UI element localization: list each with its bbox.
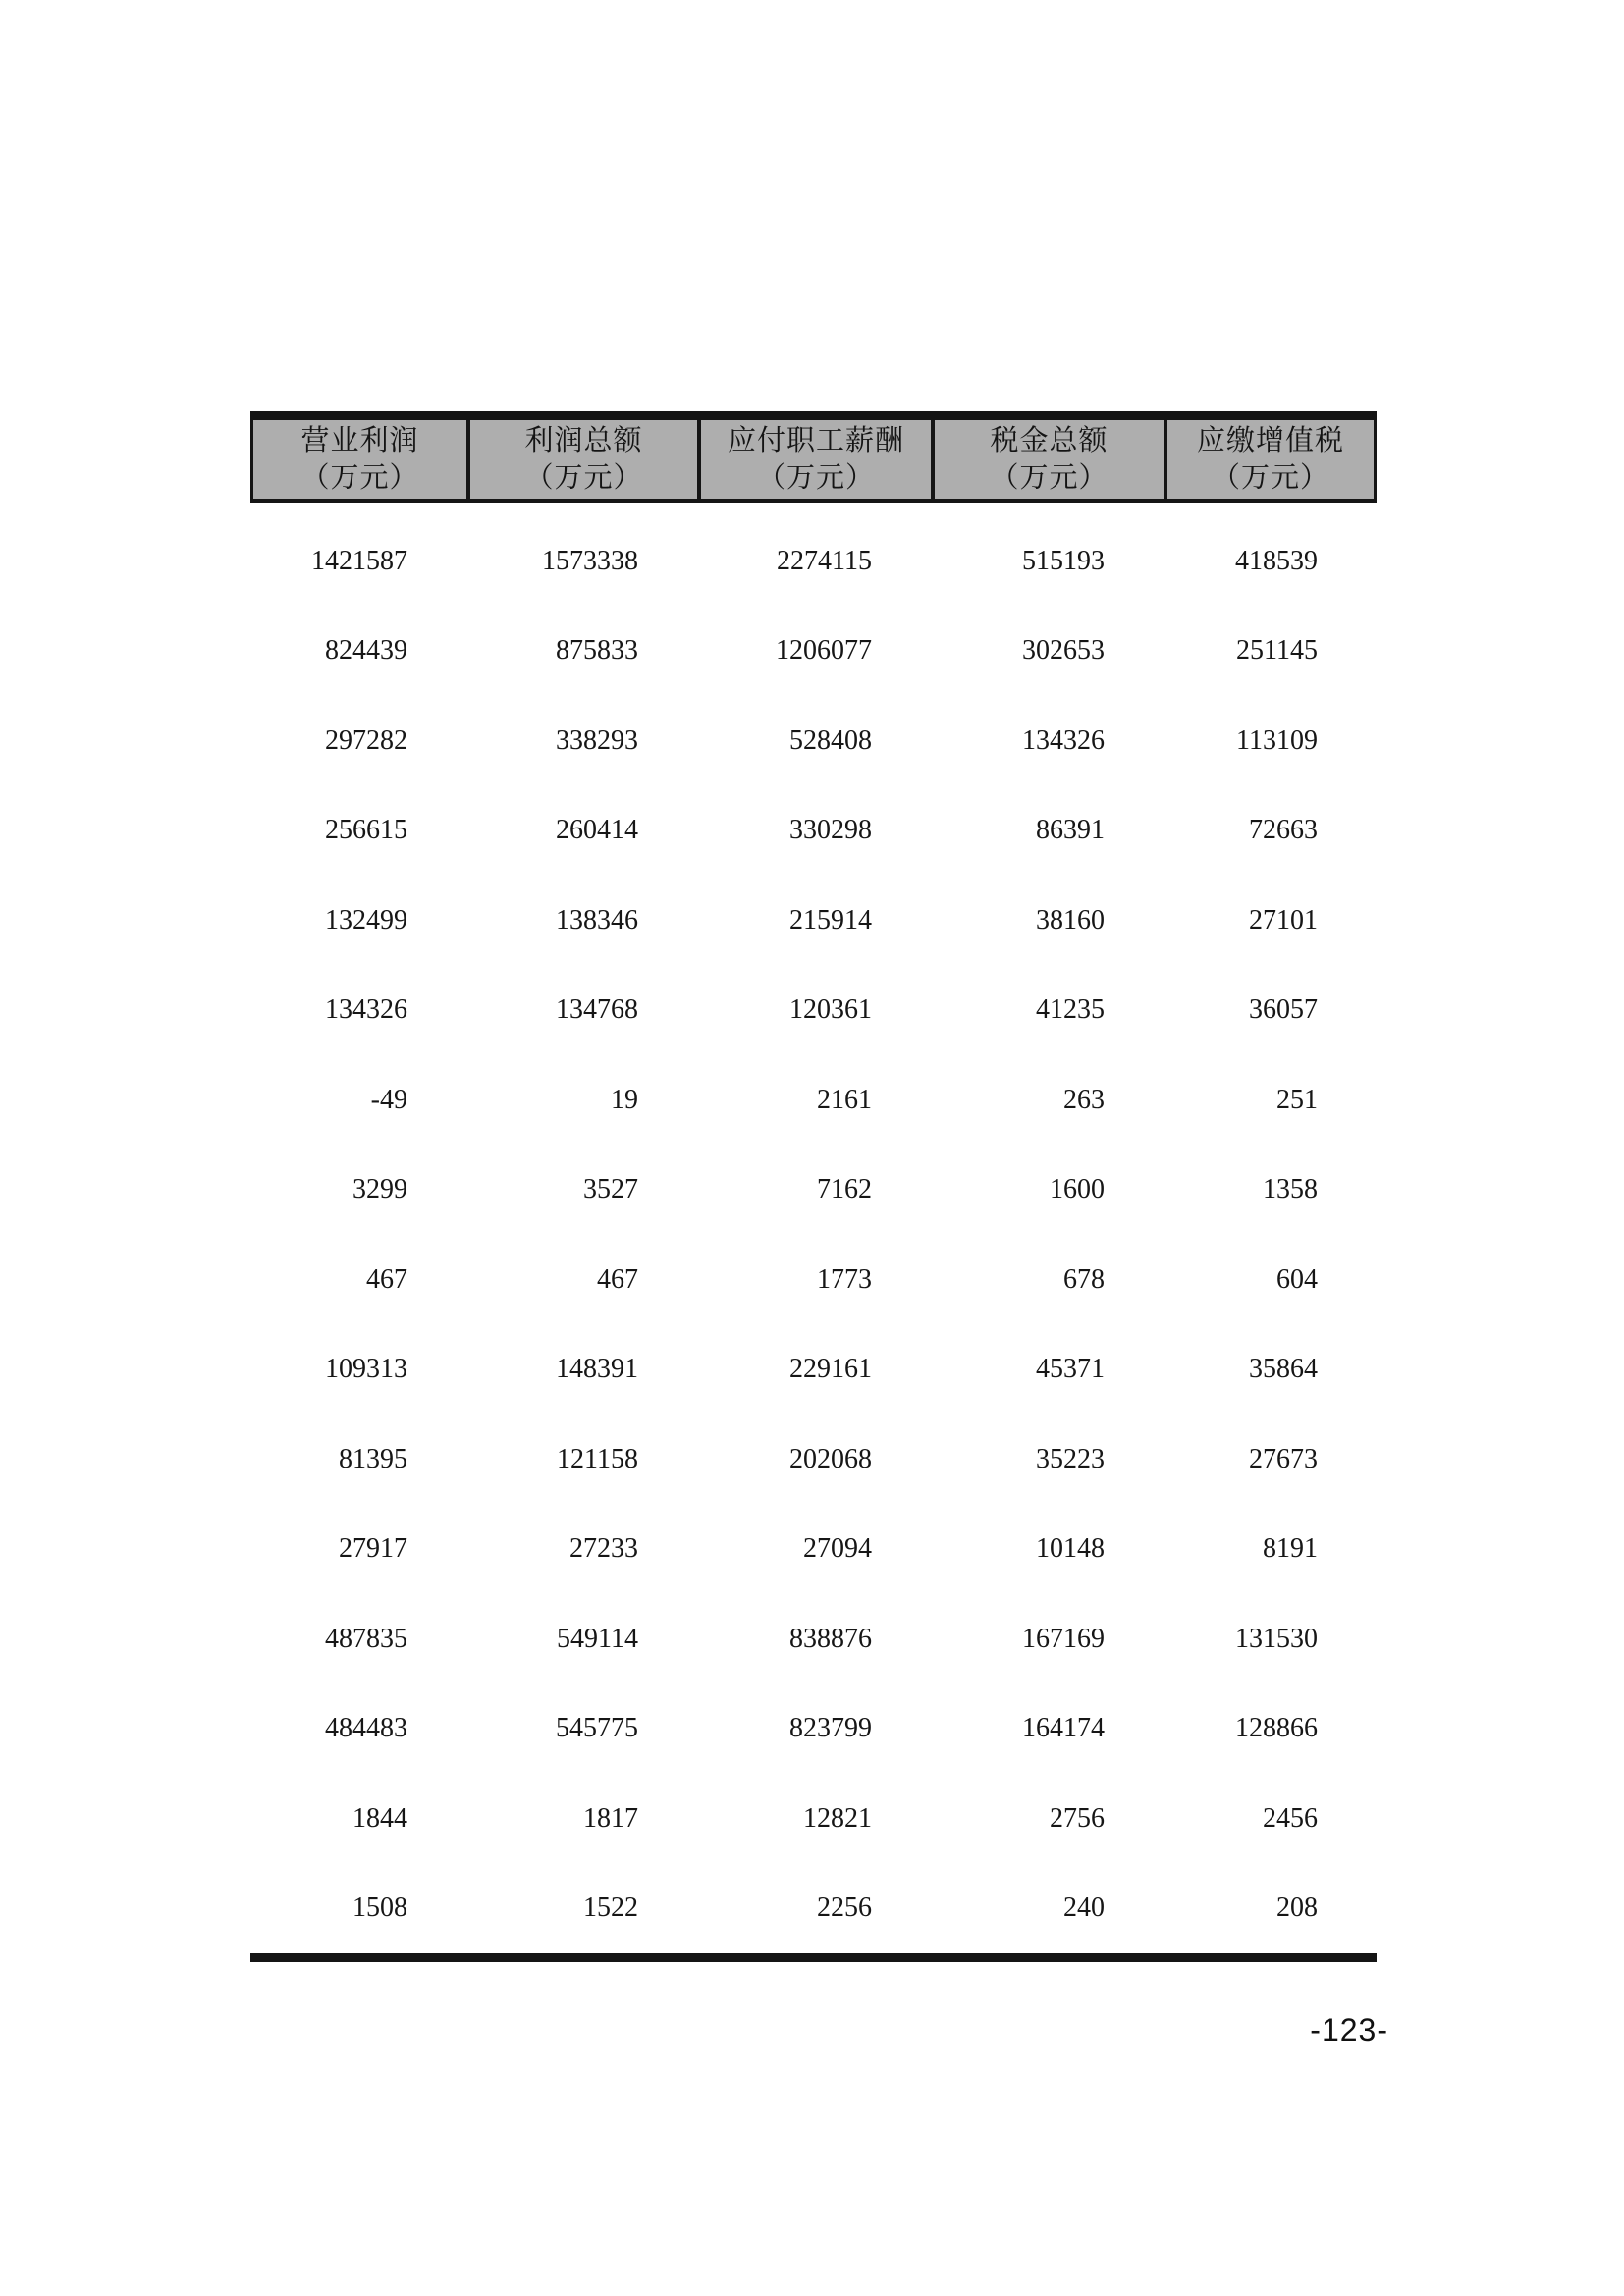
table-cell: 260414 xyxy=(556,815,638,846)
column-header-label: 税金总额 xyxy=(990,425,1109,456)
table-cell: 251 xyxy=(1276,1084,1318,1115)
table-row xyxy=(250,1415,1377,1505)
table-cell: 467 xyxy=(366,1263,407,1295)
column-header xyxy=(697,420,931,499)
table-cell: 10148 xyxy=(1036,1533,1105,1565)
table-header-row xyxy=(250,411,1377,503)
column-header-unit: （万元） xyxy=(524,462,643,494)
table-cell: 7162 xyxy=(817,1174,872,1205)
table-row xyxy=(250,607,1377,697)
table-cell: 86391 xyxy=(1036,815,1105,846)
table-cell: 148391 xyxy=(556,1354,638,1385)
table-cell: 19 xyxy=(611,1084,638,1115)
table-cell: 8191 xyxy=(1263,1533,1318,1565)
table-cell: 36057 xyxy=(1249,994,1318,1026)
column-header-label: 营业利润 xyxy=(300,425,419,456)
table-cell: 330298 xyxy=(789,815,872,846)
table-cell: 2161 xyxy=(817,1084,872,1115)
table-cell: 138346 xyxy=(556,904,638,935)
table-cell: 202068 xyxy=(789,1443,872,1474)
column-header-label: 应缴增值税 xyxy=(1196,425,1344,456)
table-cell: 549114 xyxy=(557,1623,638,1654)
table-cell: 72663 xyxy=(1249,815,1318,846)
table-cell: 256615 xyxy=(325,815,407,846)
table-cell: 27094 xyxy=(803,1533,872,1565)
column-header xyxy=(466,420,697,499)
table-cell: 515193 xyxy=(1022,545,1105,576)
table-cell: 875833 xyxy=(556,635,638,667)
table-cell: 81395 xyxy=(339,1443,407,1474)
table-row xyxy=(250,1325,1377,1415)
table-row xyxy=(250,1235,1377,1325)
table-cell: 27917 xyxy=(339,1533,407,1565)
table-cell: 131530 xyxy=(1235,1623,1318,1654)
table-cell: 678 xyxy=(1063,1263,1105,1295)
table-cell: 3299 xyxy=(352,1174,407,1205)
table-cell: 41235 xyxy=(1036,994,1105,1026)
table-cell: 134326 xyxy=(325,994,407,1026)
table-cell: 2756 xyxy=(1050,1802,1105,1834)
table-row xyxy=(250,1505,1377,1595)
column-header xyxy=(1164,420,1374,499)
table-row xyxy=(250,516,1377,607)
table-body xyxy=(250,503,1377,1962)
table-cell: 45371 xyxy=(1036,1354,1105,1385)
table-cell: 838876 xyxy=(789,1623,872,1654)
table-row xyxy=(250,1055,1377,1146)
table-cell: 2456 xyxy=(1263,1802,1318,1834)
table-cell: 604 xyxy=(1276,1263,1318,1295)
column-header-label: 利润总额 xyxy=(524,425,643,456)
table-cell: 35223 xyxy=(1036,1443,1105,1474)
table-cell: 528408 xyxy=(789,724,872,756)
table-cell: 1421587 xyxy=(311,545,407,576)
table-cell: 35864 xyxy=(1249,1354,1318,1385)
table-cell: 27101 xyxy=(1249,904,1318,935)
table-cell: 113109 xyxy=(1236,724,1318,756)
table-row xyxy=(250,786,1377,877)
table-cell: 545775 xyxy=(556,1713,638,1744)
table-cell: 467 xyxy=(597,1263,638,1295)
table-cell: 418539 xyxy=(1235,545,1318,576)
column-header-unit: （万元） xyxy=(990,462,1109,494)
table-cell: 1358 xyxy=(1263,1174,1318,1205)
table-cell: 2274115 xyxy=(777,545,872,576)
column-header xyxy=(253,420,466,499)
table-cell: 2256 xyxy=(817,1893,872,1924)
column-header-unit: （万元） xyxy=(756,462,875,494)
table-cell: 12821 xyxy=(803,1802,872,1834)
table-cell: 121158 xyxy=(557,1443,638,1474)
table-cell: 132499 xyxy=(325,904,407,935)
column-header-label: 应付职工薪酬 xyxy=(727,425,904,456)
table-cell: 1600 xyxy=(1050,1174,1105,1205)
table-cell: 27233 xyxy=(569,1533,638,1565)
table-cell: 1844 xyxy=(352,1802,407,1834)
table-cell: 240 xyxy=(1063,1893,1105,1924)
table-cell: 215914 xyxy=(789,904,872,935)
table-row xyxy=(250,1684,1377,1775)
table-cell: 263 xyxy=(1063,1084,1105,1115)
table-row xyxy=(250,1774,1377,1864)
table-cell: 167169 xyxy=(1022,1623,1105,1654)
table-cell: 164174 xyxy=(1022,1713,1105,1744)
financial-table xyxy=(250,411,1377,1962)
table-cell: 251145 xyxy=(1236,635,1318,667)
column-header xyxy=(931,420,1164,499)
table-cell: 297282 xyxy=(325,724,407,756)
column-header-unit: （万元） xyxy=(300,462,419,494)
table-row xyxy=(250,1864,1377,1954)
table-cell: 27673 xyxy=(1249,1443,1318,1474)
table-cell: 208 xyxy=(1276,1893,1318,1924)
table-cell: 134768 xyxy=(556,994,638,1026)
table-cell: 338293 xyxy=(556,724,638,756)
table-row xyxy=(250,696,1377,786)
table-cell: 3527 xyxy=(583,1174,638,1205)
table-cell: 824439 xyxy=(325,635,407,667)
table-row xyxy=(250,1146,1377,1236)
column-header-unit: （万元） xyxy=(1211,462,1329,494)
table-cell: 823799 xyxy=(789,1713,872,1744)
table-cell: 229161 xyxy=(789,1354,872,1385)
table-cell: 1522 xyxy=(583,1893,638,1924)
table-cell: 487835 xyxy=(325,1623,407,1654)
table-cell: 1508 xyxy=(352,1893,407,1924)
page-number: -123- xyxy=(1310,2012,1388,2048)
table-cell: -49 xyxy=(370,1084,407,1115)
table-cell: 38160 xyxy=(1036,904,1105,935)
table-cell: 134326 xyxy=(1022,724,1105,756)
table-cell: 1573338 xyxy=(542,545,638,576)
table-cell: 302653 xyxy=(1022,635,1105,667)
table-cell: 128866 xyxy=(1235,1713,1318,1744)
table-cell: 109313 xyxy=(325,1354,407,1385)
table-cell: 1206077 xyxy=(776,635,872,667)
table-row xyxy=(250,1594,1377,1684)
table-row xyxy=(250,966,1377,1056)
table-cell: 1817 xyxy=(583,1802,638,1834)
table-row xyxy=(250,876,1377,966)
table-cell: 120361 xyxy=(789,994,872,1026)
table-cell: 484483 xyxy=(325,1713,407,1744)
table-cell: 1773 xyxy=(817,1263,872,1295)
